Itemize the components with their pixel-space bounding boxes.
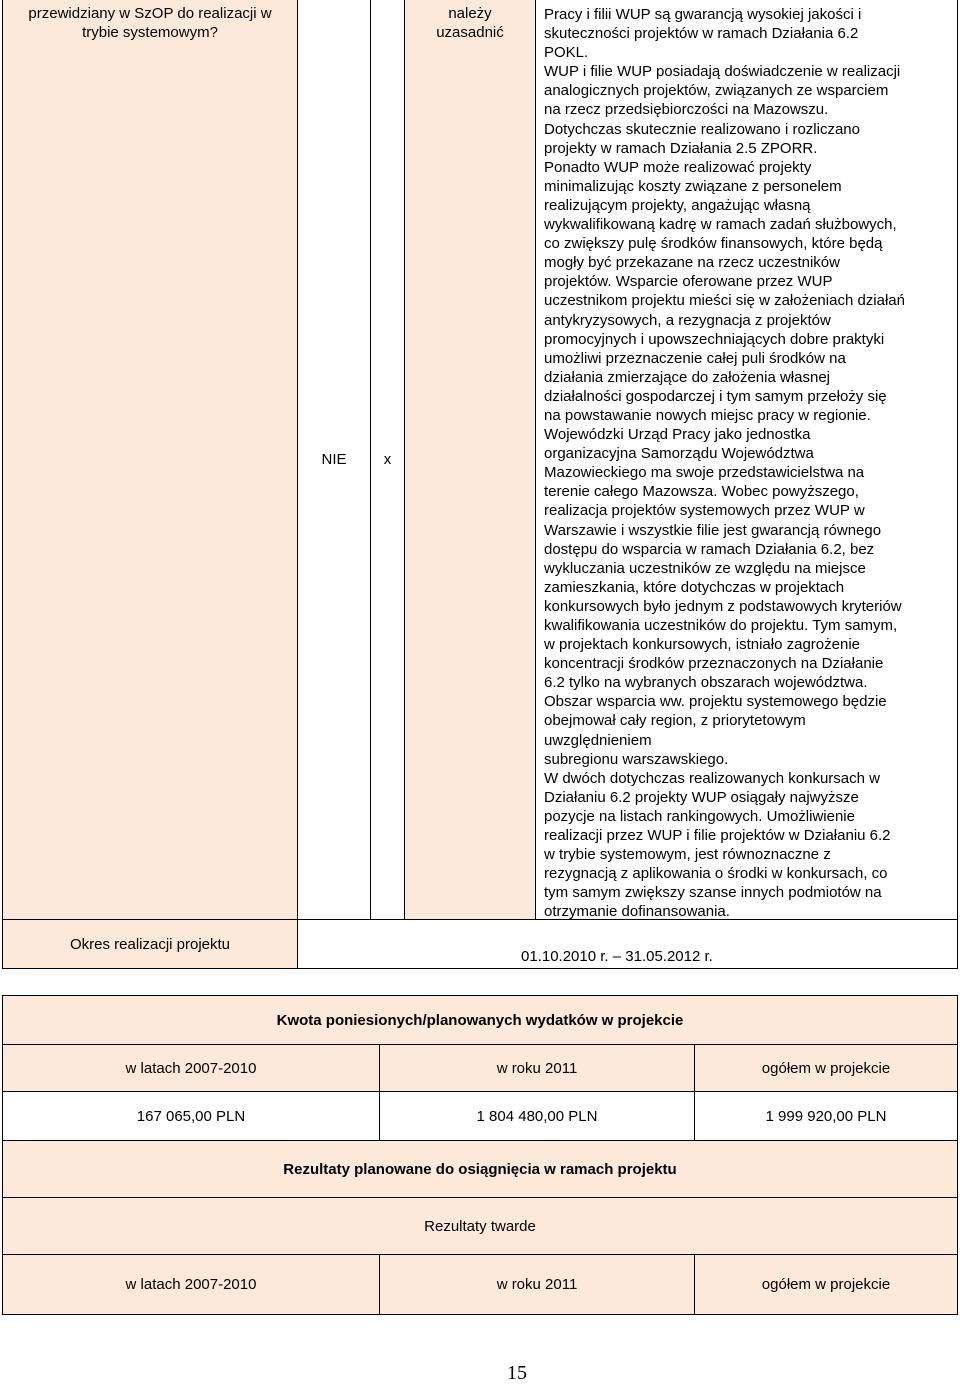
expenses-value-1: 167 065,00 PLN (136, 1107, 246, 1125)
justification-line: POKL. (544, 44, 589, 62)
mark-x: x (383, 451, 392, 468)
justification-line: projekty w ramach Działania 2.5 ZPORR. (544, 139, 818, 157)
period-label-cell (2, 919, 298, 969)
answer-no: NIE (321, 451, 347, 468)
results-title: Rezultaty planowane do osiągnięcia w ramach projektu (283, 1160, 677, 1178)
justification-line: koncentracji środków przeznaczonych na Działanie (544, 655, 884, 673)
justify-label-cell (404, 0, 536, 920)
expenses-value-1-cell (2, 1091, 380, 1141)
justify-label-line-2: uzasadnić (436, 24, 504, 41)
justification-line: Mazowieckiego ma swoje przedstawicielstwa na (544, 464, 865, 482)
justification-line: działalności gospodarczej i tym samym przełoży się (544, 387, 887, 405)
results-subtitle-cell (2, 1197, 958, 1255)
justification-line: obejmował cały region, z priorytetowym (544, 712, 806, 730)
period-label: Okres realizacji projektu (69, 935, 231, 953)
question-cell (2, 0, 298, 920)
expenses-col-1: w latach 2007-2010 (125, 1059, 257, 1077)
justification-line: rezygnacją z aplikowania o środki w konkursach, co (544, 865, 888, 883)
justification-line: co zwiększy pulę środków finansowych, które będą (544, 235, 883, 253)
justification-line: realizacja projektów systemowych przez WUP w (544, 502, 865, 520)
justification-line: projektów. Wsparcie oferowane przez WUP (544, 273, 833, 291)
results-subtitle: Rezultaty twarde (424, 1217, 536, 1235)
results-col-2: w roku 2011 (496, 1276, 578, 1293)
justification-line: w trybie systemowym, jest równoznaczne z (544, 846, 831, 864)
results-col-3-cell (694, 1254, 958, 1315)
question-line-1: przewidziany w SzOP do realizacji w (28, 5, 272, 22)
expenses-col-2: w roku 2011 (496, 1059, 578, 1077)
period-value: 01.10.2010 r. – 31.05.2012 r. (521, 948, 713, 965)
justification-line: terenie całego Mazowsza. Wobec powyższego, (544, 483, 859, 501)
justification-line: realizującym projekty, angażując własną (544, 196, 811, 214)
justification-line: promocyjnych i upowszechniających dobre praktyki (544, 330, 885, 348)
justification-line: działania zmierzające do założenia własnej (544, 368, 830, 386)
justification-line: skuteczności projektów w ramach Działania 6.2 (544, 25, 859, 43)
answer-no-cell (297, 0, 371, 920)
justification-line: Obszar wsparcia ww. projektu systemowego będzie (544, 693, 887, 711)
results-col-1-cell (2, 1254, 380, 1315)
justification-text (536, 5, 957, 922)
results-col-1: w latach 2007-2010 (125, 1276, 257, 1293)
justification-line: tym samym zwiększy szanse innych podmiotów na (544, 884, 882, 902)
expenses-col-2-cell (379, 1044, 695, 1092)
mark-cell (370, 0, 405, 920)
justification-line: wykwalifikowaną kadrę w ramach zadań służbowych, (544, 216, 897, 234)
question-line-2: trybie systemowym? (82, 24, 218, 41)
justification-line: subregionu warszawskiego. (544, 750, 729, 768)
expenses-title-cell (2, 995, 958, 1045)
page-number: 15 (507, 1362, 527, 1384)
justification-line: 6.2 tylko na wybranych obszarach województwa. (544, 674, 868, 692)
expenses-col-1-cell (2, 1044, 380, 1092)
results-col-3: ogółem w projekcie (761, 1276, 891, 1293)
expenses-value-2-cell (379, 1091, 695, 1141)
justification-line: analogicznych projektów, związanych ze wsparciem (544, 82, 889, 100)
expenses-col-3: ogółem w projekcie (761, 1059, 891, 1077)
results-col-2-cell (379, 1254, 695, 1315)
justify-label-line-1: należy (448, 5, 492, 22)
justification-line: Pracy i filii WUP są gwarancją wysokiej jakości i (544, 6, 862, 23)
justification-line: kwalifikowania uczestników do projektu. Tym samym, (544, 617, 898, 634)
expenses-title: Kwota poniesionych/planowanych wydatków w projekcie (276, 1011, 684, 1029)
justification-line: dostępu do wsparcia w ramach Działania 6.2, bez (544, 540, 875, 558)
justification-line: na powstawanie nowych miejsc pracy w regionie. (544, 406, 871, 424)
justification-line: antykryzysowych, a rezygnacja z projektów (544, 311, 831, 329)
expenses-value-3: 1 999 920,00 PLN (765, 1107, 887, 1125)
justification-line: Warszawie i wszystkie filie jest gwarancją równego (544, 521, 882, 539)
justification-line: otrzymanie dofinansowania. (544, 903, 730, 921)
justification-line: mogły być przekazane na rzecz uczestników (544, 254, 840, 272)
justification-line: W dwóch dotychczas realizowanych konkursach w (544, 769, 880, 787)
justification-line: zamieszkania, które dotychczas w projektach (544, 578, 845, 596)
justification-cell (535, 0, 958, 920)
justification-line: minimalizując koszty związane z personelem (544, 177, 842, 195)
justification-line: realizacji przez WUP i filie projektów w Działaniu 6.2 (544, 827, 891, 845)
justification-line: Dotychczas skutecznie realizowano i rozliczano (544, 120, 860, 138)
justification-line: uczestnikom projektu mieści się w założeniach działań (544, 292, 905, 310)
justification-line: Działaniu 6.2 projekty WUP osiągały najwyższe (544, 788, 859, 806)
justification-line: organizacyjna Samorządu Województwa (544, 445, 814, 463)
justification-line: Ponadto WUP może realizować projekty (544, 158, 812, 176)
expenses-value-2: 1 804 480,00 PLN (476, 1107, 598, 1125)
justification-line: pozycje na listach rankingowych. Umożliwienie (544, 807, 855, 825)
justification-line: konkursowych było jednym z podstawowych kryteriów (544, 597, 902, 615)
justification-line: na rzecz przedsiębiorczości na Mazowszu. (544, 101, 829, 119)
justification-line: Wojewódzki Urząd Pracy jako jednostka (544, 426, 811, 444)
results-title-cell (2, 1140, 958, 1198)
expenses-col-3-cell (694, 1044, 958, 1092)
justification-line: uwzględnieniem (544, 731, 652, 749)
justification-line: wykluczania uczestników ze względu na miejsce (544, 559, 866, 577)
expenses-value-3-cell (694, 1091, 958, 1141)
period-value-cell (297, 919, 958, 969)
justification-line: umożliwi przeznaczenie całej puli środków na (544, 349, 846, 367)
justification-line: w projektach konkursowych, istniało zagrożenie (544, 636, 860, 654)
justification-line: WUP i filie WUP posiadają doświadczenie w realizacji (544, 63, 901, 81)
